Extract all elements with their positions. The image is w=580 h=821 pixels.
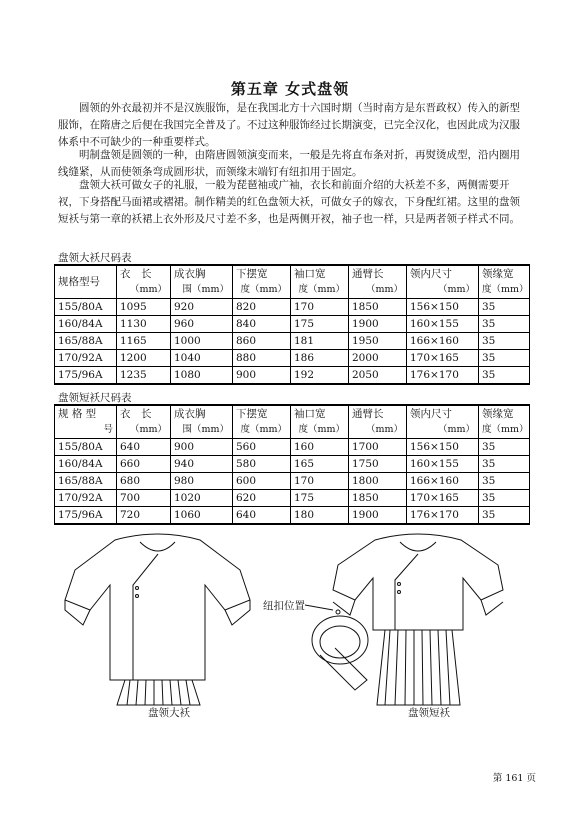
column-header-unit: （mm） xyxy=(129,424,167,435)
short-jacket-drawing xyxy=(333,534,503,705)
table-cell: 175 xyxy=(291,316,349,333)
table-cell: 720 xyxy=(117,507,171,525)
table-cell: 600 xyxy=(233,473,291,490)
table2-caption: 盘领短袄尺码表 xyxy=(58,392,132,404)
column-header xyxy=(55,265,117,299)
column-header-unit: 度（mm） xyxy=(482,424,529,435)
table-cell: 176×170 xyxy=(407,367,479,385)
column-header xyxy=(349,405,407,439)
table-cell: 160×155 xyxy=(407,456,479,473)
column-header xyxy=(407,265,479,299)
table-cell: 1040 xyxy=(171,350,233,367)
table-cell: 2050 xyxy=(349,367,407,385)
column-header-unit: 度（mm） xyxy=(482,284,529,295)
table-cell: 560 xyxy=(233,439,291,456)
table-cell: 1080 xyxy=(171,367,233,385)
label-long-jacket: 盘领大袄 xyxy=(148,707,190,719)
column-header xyxy=(407,405,479,439)
table-row xyxy=(55,490,530,507)
table-cell: 155/80A xyxy=(55,439,117,456)
column-header-unit: 围（mm） xyxy=(182,424,229,435)
table-cell: 175 xyxy=(291,490,349,507)
table-row xyxy=(55,367,530,385)
table-cell: 1950 xyxy=(349,333,407,350)
column-header xyxy=(55,405,117,439)
column-header xyxy=(233,265,291,299)
table-cell: 880 xyxy=(233,350,291,367)
table-header-row xyxy=(55,265,530,299)
table-cell: 1700 xyxy=(349,439,407,456)
table-cell: 1060 xyxy=(171,507,233,525)
table-cell: 35 xyxy=(479,316,530,333)
table-cell: 35 xyxy=(479,473,530,490)
table-cell: 160/84A xyxy=(55,456,117,473)
column-header-label: 袖口宽 xyxy=(294,408,326,420)
paragraph-collar: 明制盘领是圆领的一种，由隋唐圆领演变而来，一般是先将直布条对折，再熨烫成型，沿内圈用线缝紧，从而使领条弯成圆形状，而领缘末端钉有纽扣用于固定。 xyxy=(58,149,520,178)
table-cell: 1095 xyxy=(117,299,171,316)
column-header-label: 袖口宽 xyxy=(294,268,326,280)
column-header-unit: 度（mm） xyxy=(298,284,345,295)
table-cell: 186 xyxy=(291,350,349,367)
table-cell: 155/80A xyxy=(55,299,117,316)
column-header xyxy=(171,265,233,299)
collar-detail-drawing xyxy=(305,605,368,690)
table-cell: 35 xyxy=(479,367,530,385)
column-header-unit: 围（mm） xyxy=(182,284,229,295)
label-short-jacket: 盘领短袄 xyxy=(408,707,450,719)
table-cell: 160×155 xyxy=(407,316,479,333)
table-cell: 35 xyxy=(479,333,530,350)
column-header xyxy=(117,265,171,299)
garment-illustration xyxy=(55,530,535,725)
table-cell: 165/88A xyxy=(55,333,117,350)
column-header xyxy=(117,405,171,439)
table-row xyxy=(55,473,530,490)
table-cell: 1000 xyxy=(171,333,233,350)
column-header-unit: 号 xyxy=(103,424,113,435)
table-header-row xyxy=(55,405,530,439)
table-cell: 170×165 xyxy=(407,490,479,507)
table-cell: 900 xyxy=(171,439,233,456)
column-header-unit: （mm） xyxy=(129,284,167,295)
table-cell: 175/96A xyxy=(55,367,117,385)
column-header-label: 规 格 型 xyxy=(58,408,97,420)
column-header-unit: 度（mm） xyxy=(240,424,287,435)
table-cell: 160 xyxy=(291,439,349,456)
table-cell: 181 xyxy=(291,333,349,350)
label-button-position: 纽扣位置 xyxy=(263,600,305,612)
table-cell: 35 xyxy=(479,507,530,525)
page-number: 第 161 页 xyxy=(492,773,536,784)
table-cell: 180 xyxy=(291,507,349,525)
table-row xyxy=(55,333,530,350)
chapter-title: 第五章 女式盘领 xyxy=(230,80,350,98)
table-row xyxy=(55,299,530,316)
table-cell: 920 xyxy=(171,299,233,316)
column-header-label: 规格型号 xyxy=(58,276,100,288)
column-header-label: 通臂长 xyxy=(352,268,384,280)
column-header xyxy=(349,265,407,299)
column-header-label: 成衣胸 xyxy=(174,408,206,420)
column-header xyxy=(479,265,530,299)
long-jacket-drawing xyxy=(65,534,250,705)
table-cell: 1200 xyxy=(117,350,171,367)
column-header xyxy=(233,405,291,439)
table-row xyxy=(55,507,530,525)
table-row xyxy=(55,350,530,367)
table-cell: 165/88A xyxy=(55,473,117,490)
table-cell: 980 xyxy=(171,473,233,490)
column-header-label: 衣 长 xyxy=(120,268,152,280)
column-header-unit: （mm） xyxy=(437,284,475,295)
paragraph-jacket: 盘领大袄可做女子的礼服，一般为琵琶袖或广袖，衣长和前面介绍的大袄差不多，两侧需要开衩，下身搭配马面裙或褶裙。制作精美的红色盘领大袄，可做女子的嫁衣，下身配红裙。这里的盘领短袄与第一章的袄裙上衣外形及尺寸差不多，也是两侧开衩，袖子也一样，只是两者领子样式不同。 xyxy=(58,179,520,225)
column-header xyxy=(479,405,530,439)
table-cell: 35 xyxy=(479,490,530,507)
table-cell: 175/96A xyxy=(55,507,117,525)
column-header-label: 成衣胸 xyxy=(174,268,206,280)
table-cell: 156×150 xyxy=(407,439,479,456)
table-cell: 840 xyxy=(233,316,291,333)
column-header-unit: 度（mm） xyxy=(240,284,287,295)
column-header-unit: （mm） xyxy=(365,424,403,435)
table-cell: 640 xyxy=(117,439,171,456)
column-header-label: 领缘宽 xyxy=(482,268,514,280)
table-cell: 700 xyxy=(117,490,171,507)
size-table-long-jacket xyxy=(54,264,530,385)
table-cell: 1850 xyxy=(349,490,407,507)
table-cell: 1900 xyxy=(349,316,407,333)
table-cell: 35 xyxy=(479,456,530,473)
column-header-unit: 度（mm） xyxy=(298,424,345,435)
size-table-short-jacket xyxy=(54,404,530,525)
table-cell: 1900 xyxy=(349,507,407,525)
table-cell: 580 xyxy=(233,456,291,473)
table1-caption: 盘领大袄尺码表 xyxy=(58,252,132,264)
column-header-label: 衣 长 xyxy=(120,408,152,420)
column-header-unit: （mm） xyxy=(437,424,475,435)
column-header xyxy=(291,265,349,299)
table-cell: 166×160 xyxy=(407,333,479,350)
table-cell: 1800 xyxy=(349,473,407,490)
column-header-label: 通臂长 xyxy=(352,408,384,420)
column-header xyxy=(291,405,349,439)
table-cell: 940 xyxy=(171,456,233,473)
table-cell: 156×150 xyxy=(407,299,479,316)
table-cell: 35 xyxy=(479,439,530,456)
table-cell: 640 xyxy=(233,507,291,525)
table-cell: 170 xyxy=(291,473,349,490)
table-row xyxy=(55,316,530,333)
table-cell: 170/92A xyxy=(55,350,117,367)
column-header-label: 领缘宽 xyxy=(482,408,514,420)
table-cell: 680 xyxy=(117,473,171,490)
table-cell: 820 xyxy=(233,299,291,316)
table-cell: 35 xyxy=(479,350,530,367)
column-header-label: 领内尺寸 xyxy=(410,268,452,280)
table-cell: 620 xyxy=(233,490,291,507)
table-cell: 165 xyxy=(291,456,349,473)
column-header xyxy=(171,405,233,439)
table-cell: 35 xyxy=(479,299,530,316)
table-cell: 900 xyxy=(233,367,291,385)
table-cell: 166×160 xyxy=(407,473,479,490)
table-cell: 170 xyxy=(291,299,349,316)
table-cell: 860 xyxy=(233,333,291,350)
table-cell: 1130 xyxy=(117,316,171,333)
paragraph-intro: 圆领的外衣最初并不是汉族服饰，是在我国北方十六国时期（当时南方是东晋政权）传入的新型服饰，在隋唐之后便在我国完全普及了。不过这种服饰经过长期演变，已完全汉化，也因此成为汉服体系中不可缺少的一种重要样式。 xyxy=(58,102,520,148)
table-cell: 170×165 xyxy=(407,350,479,367)
table-cell: 176×170 xyxy=(407,507,479,525)
table-cell: 2000 xyxy=(349,350,407,367)
column-header-label: 领内尺寸 xyxy=(410,408,452,420)
table-cell: 1020 xyxy=(171,490,233,507)
table-cell: 160/84A xyxy=(55,316,117,333)
table-cell: 1165 xyxy=(117,333,171,350)
table-cell: 1235 xyxy=(117,367,171,385)
table-cell: 1850 xyxy=(349,299,407,316)
table-cell: 170/92A xyxy=(55,490,117,507)
table-row xyxy=(55,439,530,456)
table-cell: 660 xyxy=(117,456,171,473)
table-row xyxy=(55,456,530,473)
column-header-label: 下摆宽 xyxy=(236,268,268,280)
table-cell: 1750 xyxy=(349,456,407,473)
table-cell: 192 xyxy=(291,367,349,385)
table-cell: 960 xyxy=(171,316,233,333)
column-header-unit: （mm） xyxy=(365,284,403,295)
column-header-label: 下摆宽 xyxy=(236,408,268,420)
